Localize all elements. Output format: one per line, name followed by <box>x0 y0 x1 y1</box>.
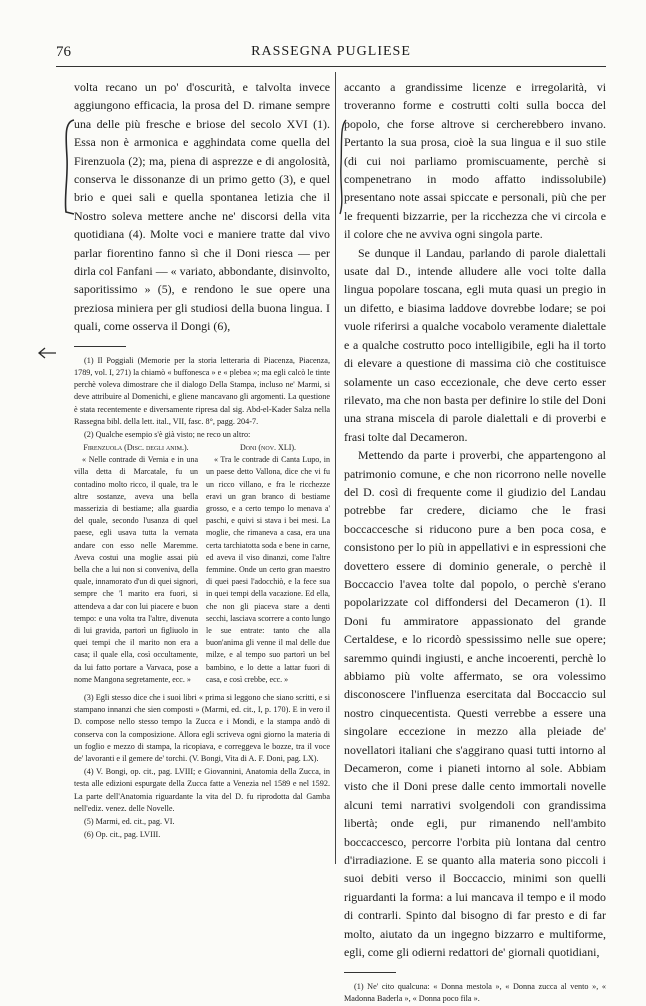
footnote-separator-right <box>344 972 396 973</box>
comparison-right-text: « Tra le contrade di Canta Lupo, in un paese detto Vallona, dice che vi fu un ricco villano, e fra le ricchezze eravi un gran branco di bestiame grosso, e a certo tempo lo menava a' paschi, e quivi si stava i bei mesi. La moglie, che rimaneva a casa, era una certa tarchiatotta soda e bene in carne, ed aveva il viso dinanzi, come l'altre femmine. Onde un certo gran maestro di quei paesi l'adocchiò, e la fece sua in quei tempi della vacazione. Ed ella, che non gli piaceva stare a denti secchi, lasciava scorrere a conto lungo le sue entrate: tanto che alla buon'anima gli venne il mal delle due milze, e al tempo suo partorì un bel bambino, e lo dette a lattar fuori di casa, e così crebbe, ecc. » <box>206 455 330 684</box>
comparison-columns <box>74 442 330 686</box>
right-paragraph-3: Mettendo da parte i proverbi, che appartengono al patrimonio comune, e che non ricorrono nelle novelle del D. così di frequente come il giudizio del Landau potrebbe far credere, diciamo che le frasi boccaccesche si riducono pure a ben poca cosa, e consistono per lo più in appellativi e in espressioni che dovettero essere di dominio generale, o perchè il Boccaccio l'avea tolte dal popolo, o perchè s'erano popolarizzate col diffondersi del Decameron (1). Il Doni fu ammiratore appassionato del grande Certaldese, e lo ricordò spessissimo nelle sue opere; saremmo quindi ingiusti, e anche incoerenti, perchè lo abbiamo più volte affermato, se ora volessimo disconoscere l'influenza esercitata dal Boccaccio sul nostro cinquecentista. Questi verrebbe a essere una singolare eccezione in mezzo alla pleiade de' novellatori italiani che s'aggirano quasi tutti intorno al Decameron, come i pianeti intorno al sole. Abbiam visto che il Doni prese dalle cento immortali novelle alcuni temi narrativi svolgendoli con grandissima libertà; onde egli, pur rimanendo nell'ambito boccaccesco, percorre l'orbita più lontana dal centro d'irradiazione. E se quanto alla materia sono piccoli i suoi debiti verso il Boccaccio, minimi son quelli riguardanti la forma: a lui mancava il tempo e il modo di contrarli. Spinto dal bisogno di far presto e di far molto, aiutato da un ingegno bizzarro e multiforme, egli, come gli odierni redattori de' giornali quotidiani, <box>344 448 606 960</box>
header-rule <box>56 66 606 67</box>
left-column <box>74 78 330 842</box>
comparison-left-heading: Firenzuola (Disc. degli anim.). <box>83 443 189 453</box>
right-column <box>344 78 606 1006</box>
footnote-3: (3) Egli stesso dice che i suoi libri « prima si leggono che siano scritti, e si stampano innanzi che sien composti » (Marmi, ed. cit., I, p. 170). E in vero il D. compose nello stesso tempo la Zucca e i Mondi, e la stampa andò di conserva con la composizione. Allora egli scriveva ogni giorno la materia di un foglio e mezzo di stampa, la ricopiava, e correggeva le bozze, tra il voce de' lavoranti e il gemere de' torchi. (V. Bongi, Vita di A. F. Doni, pag. LX). <box>74 692 330 763</box>
right-paragraph-2: Se dunque il Landau, parlando di parole dialettali usate dal D., intende alludere alle voci tolte dalla lingua popolare toscana, egli muta quasi un pregio in un difetto, e biasima laddove dovrebbe lodare; se poi vuole riferirsi a qualche vocabolo veramente dialettale e a qualche costrutto poco intelligibile, egli ha il torto di elevare a questione di massima ciò che costituisce solamente un caso eccezionale, che deve certo esser rilevato, ma che non basta per definire lo stile del Doni una strana miscela di parole dialettali e di proverbi e frasi tolte dal Decameron. <box>344 245 606 444</box>
comparison-right <box>206 442 330 686</box>
footnote-1: (1) Il Poggiali (Memorie per la storia letteraria di Piacenza, Piacenza, 1789, vol. I, 271) la chiamò « buffonesca » e « plebea »; ma egli calcò le tinte perchè voleva dimostrare che il dialogo Della Stampa, incluso ne' Marmi, si deve attribuire al Domenichi, e gliene mancavano gli argomenti. La questione è stata recentemente e diversamente ripresa dal sig. Abd-el-Kader Salza nella Rassegna bibl. della lett. ital., VII, fasc. 8°, pagg. 204-7. <box>74 355 330 426</box>
footnote-5: (5) Marmi, ed. cit., pag. VI. <box>84 817 175 826</box>
comparison-left-text: « Nelle contrade di Vernia e in una villa detta di Marcatale, fu un contadino molto ricco, il quale, tra le altre sostanze, aveva una bella masserizia di bestiame; alla guardia del quale, secondo l'usanza di quel paese, egli usava tutta la vernata andare con esso nelle Maremme. Aveva costui una moglie assai più bella che a lui non si conveniva, della quale, innamorato d'un di quei signori, sempre che 'l marito era fuori, si attendeva a dar con lui piacere e buon tempo: e una volta tra l'altre, divenuta di lui gravida, partorì un figliuolo in quei tempi che il marito non era a casa; il quale ella, così occultamente, da lui fatto portare a Varvaca, pose a nome Mangona segretamente, ecc. » <box>74 455 198 684</box>
comparison-right-heading: Doni (nov. XLI). <box>239 443 297 453</box>
running-title: RASSEGNA PUGLIESE <box>251 44 411 59</box>
comparison-left <box>74 442 198 686</box>
left-paragraph-1: volta recano un po' d'oscurità, e talvolta invece aggiungono efficacia, la prosa del D. rimane sempre una delle più fresche e briose del secolo XVI (1). Essa non è armonica e agghindata come quella del Firenzuola (2); ma, piena di asprezze e di angolosità, conserva le dissonanze di un primo getto (3), e quel brio e quei sali e quella spontanea letizia che il Nostro soleva mettere anche ne' discorsi della vita quotidiana (4). Molte voci e maniere tratte dal vivo parlar fiorentino fanno sì che il Doni riesca — per dirla col Fanfani — « variato, abbondante, disinvolto, saporitissimo » (5), e rendono le sue opere una preziosa miniera per gli studiosi della buona lingua. I quali, come osserva il Dongi (6), <box>74 80 330 334</box>
margin-arrow-mark <box>36 345 58 361</box>
footnote-right-1: (1) Ne' cito qualcuna: « Donna mestola », « Donna zucca al vento », « Madonna Baderla », « Donna poco fila ». <box>344 981 606 1003</box>
left-footnotes <box>74 355 330 842</box>
right-paragraph-1: accanto a grandissime licenze e irregolarità, vi troveranno forme e costrutti colti sulla bocca del popolo, che forse altrove si cercherebbero invano. Pertanto la sua prosa, cioè la sua lingua e il suo stile (di cui noi parliamo promiscuamente, perchè si compenetrano in modo affatto indissolubile) presentano note assai spiccate e personali, più che per le frequenti bizzarrie, per la ricchezza che vi circola e il colore che ne avviva ogni singola parte. <box>344 80 606 242</box>
footnote-2: (2) Qualche esempio s'è già visto; ne reco un altro: <box>84 429 251 439</box>
page-number: 76 <box>56 44 71 60</box>
page-header <box>56 44 606 64</box>
right-footnotes <box>344 981 606 1005</box>
footnote-separator <box>74 346 126 347</box>
footnote-4: (4) V. Bongi, op. cit., pag. LVIII; e Giovannini, Anatomia della Zucca, in testa alle edizioni espurgate della Zucca fatte a Venezia nel 1589 e nel 1592. La parte dell'Anatomia riguardante la vita del D. fu riprodotta dal Gamba nell'ediz. venez. delle Novelle. <box>74 767 330 813</box>
footnote-6: (6) Op. cit., pag. LVIII. <box>84 830 161 840</box>
